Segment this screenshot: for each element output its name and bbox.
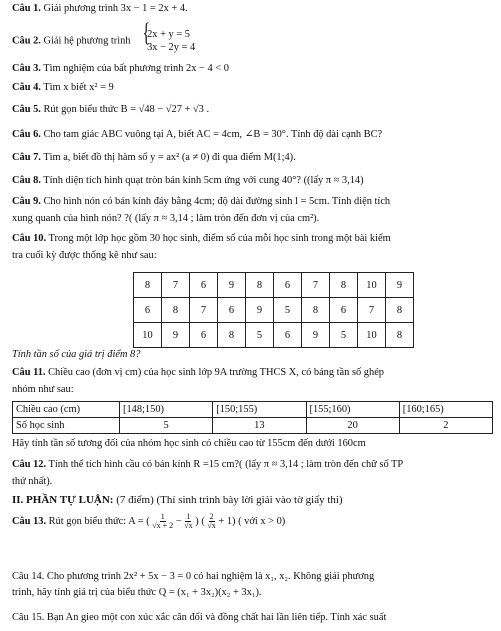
table-row	[134, 298, 414, 323]
question-text: Tìm a, biết đồ thị hàm số y = ax² (a ≠ 0) đi qua điểm M(1;4).	[40, 152, 296, 163]
table-cell: 8	[302, 298, 330, 323]
question-label: Câu 4.	[12, 82, 41, 93]
table-cell: 6	[190, 323, 218, 348]
question-label: Câu 8.	[12, 175, 41, 186]
table-cell: 9	[162, 323, 190, 348]
question-text: Rút gọn biểu thức B = √48 − √27 + √3 .	[40, 104, 210, 115]
table-cell: 5	[330, 323, 358, 348]
question-label: Câu 2.	[12, 35, 41, 47]
table-cell: 10	[134, 323, 162, 348]
table-row	[134, 273, 414, 298]
question-text: Cho tam giác ABC vuông tại A, biết AC = 4cm, ∠B = 30°. Tính độ dài cạnh BC?	[40, 129, 383, 140]
table-cell: 6	[134, 298, 162, 323]
question-11-line-2	[12, 383, 74, 396]
question-7	[12, 151, 296, 164]
table-cell: 9	[386, 273, 414, 298]
question-11	[12, 366, 384, 379]
question-14-line-2	[12, 586, 262, 599]
table-cell: 9	[246, 298, 274, 323]
table-cell: 6	[218, 298, 246, 323]
table-cell: 7	[358, 298, 386, 323]
table-cell: [148;150)	[120, 402, 213, 418]
table-cell: 10	[358, 323, 386, 348]
table-cell: Số học sinh	[13, 418, 120, 434]
question-text: xung quanh của hình nón? ?( (lấy π ≈ 3,14 ; làm tròn đến đơn vị của cm²).	[12, 213, 320, 224]
question-label: Câu 1.	[12, 3, 41, 14]
table-cell: 7	[162, 273, 190, 298]
question-13	[12, 511, 285, 533]
question-text: Trong một lớp học gồm 30 học sinh, điểm số của mỗi học sinh trong một bài kiểm	[46, 233, 391, 244]
question-label: Câu 5.	[12, 104, 41, 115]
question-12-line-2	[12, 475, 52, 488]
question-text: Cho hình nón có bán kính đáy bằng 4cm; độ dài đường sinh l = 5cm. Tính diện tích	[40, 196, 391, 207]
question-label: Câu 3.	[12, 63, 41, 74]
question-text: Bạn An gieo một con xúc xắc cân đối và đồng chất hai lần liên tiếp. Tính xác suất	[44, 612, 387, 623]
table-cell: 6	[274, 273, 302, 298]
table-cell: 8	[218, 323, 246, 348]
equation-2: 3x − 2y = 4	[147, 42, 196, 53]
minus-sign: −	[175, 516, 182, 527]
question-4	[12, 81, 114, 94]
numerator: 1	[160, 512, 165, 522]
question-label: Câu 9.	[12, 196, 41, 207]
numerator: 1	[186, 512, 191, 522]
table-cell: [160;165)	[399, 402, 492, 418]
question-1	[12, 2, 188, 15]
table-cell: [155;160)	[306, 402, 399, 418]
question-10-prompt	[12, 348, 140, 361]
numerator: 2	[209, 512, 214, 522]
question-9	[12, 195, 390, 208]
question-label: Câu 7.	[12, 152, 41, 163]
table-cell: 13	[213, 418, 306, 434]
question-2	[12, 28, 195, 54]
fraction-3	[207, 513, 215, 530]
table-cell: 5	[274, 298, 302, 323]
question-text: Tính thể tích hình cầu có bán kính R =15 cm?( (lấy π ≈ 3,14 ; làm tròn đến chữ số TP	[46, 459, 404, 470]
section-note: (7 điểm) (Thí sinh trình bày lời giải vào tờ giấy thi)	[113, 494, 343, 506]
table-cell: 9	[218, 273, 246, 298]
question-11-prompt	[12, 437, 366, 450]
question-text: Rút gọn biểu thức: A =	[46, 516, 147, 527]
table-cell: 8	[330, 273, 358, 298]
table-cell: 6	[190, 273, 218, 298]
section-heading	[12, 494, 343, 507]
question-text: nhóm như sau:	[12, 384, 74, 395]
question-text: Giải phương trình 3x − 1 = 2x + 4.	[40, 3, 188, 14]
table-cell: 6	[274, 323, 302, 348]
question-text: Chiều cao (đơn vị cm) của học sinh lớp 9A trường THCS X, có bảng tần số ghép	[45, 367, 384, 378]
table-cell: 10	[358, 273, 386, 298]
fraction-2	[184, 513, 192, 530]
table-cell: 5	[246, 323, 274, 348]
question-3	[12, 62, 229, 75]
table-cell: 8	[162, 298, 190, 323]
close-open-paren: ) (	[195, 516, 205, 527]
question-10	[12, 232, 391, 245]
table-cell: 8	[386, 298, 414, 323]
question-15	[12, 611, 386, 624]
table-row	[13, 402, 493, 418]
question-14	[12, 570, 374, 583]
height-frequency-table	[12, 401, 493, 434]
table-cell: 7	[190, 298, 218, 323]
question-text: tra cuối kỳ được thống kê như sau:	[12, 250, 157, 261]
table-cell: Chiều cao (cm)	[13, 402, 120, 418]
table-cell: 5	[120, 418, 213, 434]
section-title: II. PHẦN TỰ LUẬN:	[12, 494, 114, 506]
open-paren: (	[146, 516, 150, 527]
denominator: √x	[207, 521, 216, 531]
question-text: Tính tần số của giá trị điểm 8?	[12, 349, 141, 360]
question-text: Cho phương trình 2x² + 5x − 3 = 0 có hai nghiệm là x₁, x₂. Không giải phương	[44, 571, 375, 582]
denominator: √x	[184, 521, 193, 531]
question-10-line-2	[12, 249, 157, 262]
question-9-line-2	[12, 212, 319, 225]
table-cell: 2	[399, 418, 492, 434]
question-text: Tìm x biết x² = 9	[40, 82, 114, 93]
table-cell: 20	[306, 418, 399, 434]
question-label: Câu 13.	[12, 516, 47, 527]
question-label: Câu 10.	[12, 233, 47, 244]
question-5	[12, 103, 209, 116]
question-8	[12, 174, 364, 187]
table-cell: [150;155)	[213, 402, 306, 418]
question-label: Câu 6.	[12, 129, 41, 140]
table-row	[134, 323, 414, 348]
table-cell: 6	[330, 298, 358, 323]
table-cell: 8	[134, 273, 162, 298]
question-text: Tìm nghiệm của bất phương trình 2x − 4 < 0	[40, 63, 229, 74]
denominator: √x + 2	[152, 521, 174, 531]
question-label: Câu 14.	[12, 571, 45, 582]
question-6	[12, 128, 382, 141]
table-cell: 8	[386, 323, 414, 348]
question-label: Câu 12.	[12, 459, 47, 470]
question-text: trình, hãy tính giá trị của biểu thức Q = (x₁ + 3x₂)(x₂ + 3x₁).	[12, 587, 262, 598]
table-cell: 7	[302, 273, 330, 298]
table-cell: 9	[302, 323, 330, 348]
table-row	[13, 418, 493, 434]
question-label: Câu 15.	[12, 612, 45, 623]
question-text: Giải hệ phương trình	[40, 35, 131, 47]
equation-system	[141, 28, 195, 54]
question-12	[12, 458, 403, 471]
question-label: Câu 11.	[12, 367, 46, 378]
equation-1: { 2x + y = 5	[147, 29, 191, 40]
fraction-1	[152, 513, 173, 530]
question-text-tail: + 1) ( với x > 0)	[218, 516, 286, 527]
question-text: Hãy tính tần số tương đối của nhóm học sinh có chiều cao từ 155cm đến dưới 160cm	[12, 438, 366, 449]
table-cell: 8	[246, 273, 274, 298]
score-table	[133, 272, 414, 348]
question-text: Tính diện tích hình quạt tròn bán kính 5cm ứng với cung 40°? ((lấy π ≈ 3,14)	[40, 175, 364, 186]
question-text: thứ nhất).	[12, 476, 53, 487]
